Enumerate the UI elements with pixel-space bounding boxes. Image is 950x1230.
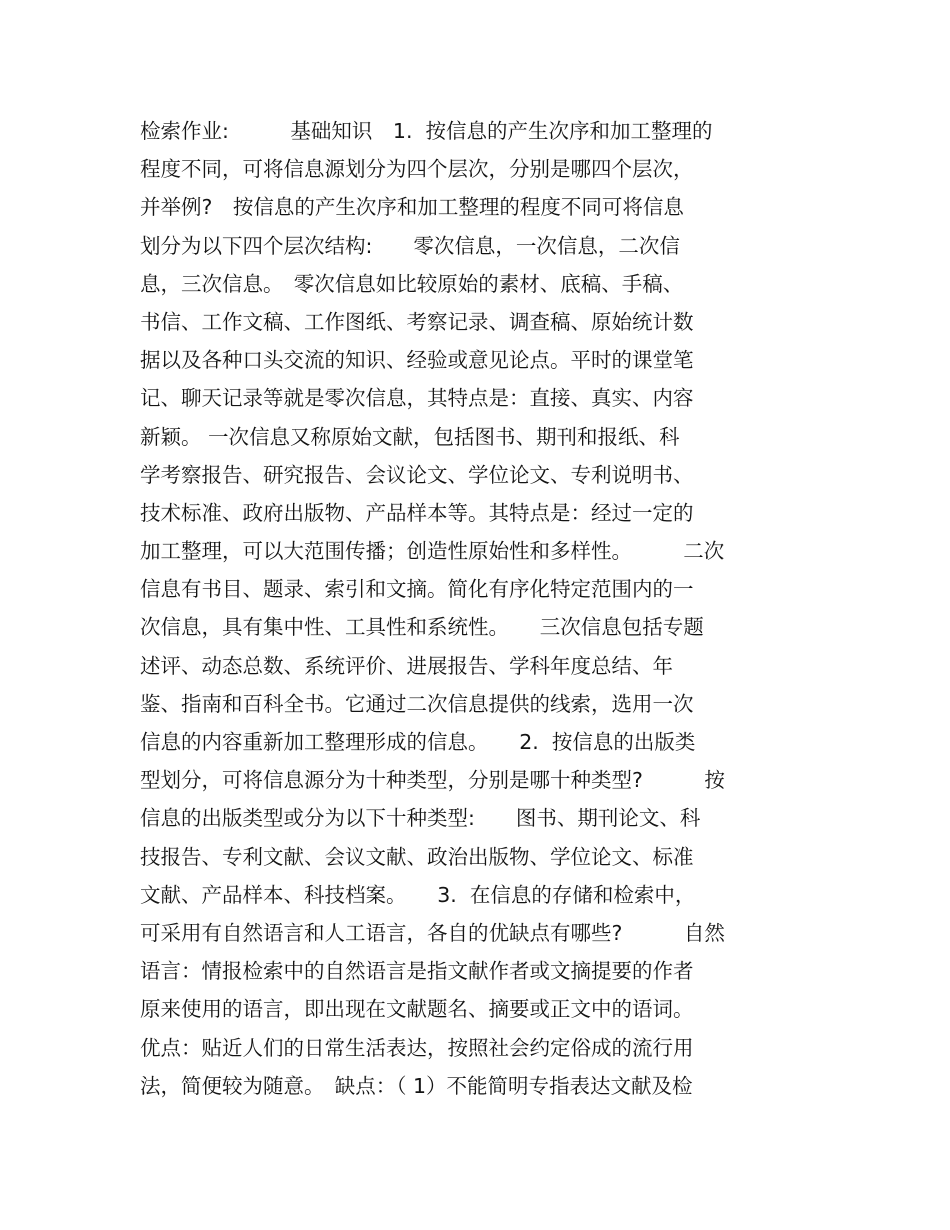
text-line: 法，简便较为随意。 缺点：（ 1）不能简明专指表达文献及检 [140, 1073, 693, 1098]
text-line: 型划分，可将信息源分为十种类型，分别是哪十种类型? 按 [140, 768, 725, 793]
text-line: 原来使用的语言，即出现在文献题名、摘要或正文中的语词。 [140, 997, 694, 1022]
text-line: 信息的出版类型或分为以下十种类型: 图书、期刊论文、科 [140, 806, 701, 831]
text-line: 可采用有自然语言和人工语言，各自的优缺点有哪些? 自然 [140, 920, 725, 945]
text-line: 记、聊天记录等就是零次信息，其特点是：直接、真实、内容 [140, 386, 694, 411]
text-line: 并举例? 按信息的产生次序和加工整理的程度不同可将信息 [140, 195, 684, 220]
text-line: 学考察报告、研究报告、会议论文、学位论文、专利说明书、 [140, 462, 694, 487]
text-line: 信息有书目、题录、索引和文摘。简化有序化特定范围内的一 [140, 577, 694, 602]
text-line: 划分为以下四个层次结构: 零次信息，一次信息，二次信 [140, 233, 680, 258]
text-line: 据以及各种口头交流的知识、经验或意见论点。平时的课堂笔 [140, 348, 694, 373]
text-line: 文献、产品样本、科技档案。 3. 在信息的存储和检索中， [140, 882, 696, 907]
text-line: 信息的内容重新加工整理形成的信息。 2. 按信息的出版类 [140, 730, 696, 754]
text-line: 加工整理，可以大范围传播；创造性原始性和多样性。 二次 [140, 539, 725, 564]
text-line: 息，三次信息。 零次信息如比较原始的素材、底稿、手稿、 [140, 271, 684, 296]
text-line: 述评、动态总数、系统评价、进展报告、学科年度总结、年 [140, 653, 673, 678]
body-text [140, 112, 800, 1105]
text-line: 书信、工作文稿、工作图纸、考察记录、调查稿、原始统计数 [140, 309, 694, 334]
text-line: 次信息，具有集中性、工具性和系统性。 三次信息包括专题 [140, 615, 704, 640]
text-line: 检索作业: 基础知识 1. 按信息的产生次序和加工整理的 [140, 119, 713, 143]
text-line: 优点：贴近人们的日常生活表达，按照社会约定俗成的流行用 [140, 1035, 694, 1060]
text-line: 程度不同，可将信息源划分为四个层次，分别是哪四个层次， [140, 157, 694, 182]
text-line: 鉴、指南和百科全书。它通过二次信息提供的线索，选用一次 [140, 691, 694, 716]
text-line: 技术标准、政府出版物、产品样本等。其特点是：经过一定的 [140, 500, 694, 525]
text-line: 技报告、专利文献、会议文献、政治出版物、学位论文、标准 [140, 844, 694, 869]
text-line: 语言：情报检索中的自然语言是指文献作者或文摘提要的作者 [140, 959, 694, 984]
text-line: 新颖。 一次信息又称原始文献，包括图书、期刊和报纸、科 [140, 424, 680, 449]
